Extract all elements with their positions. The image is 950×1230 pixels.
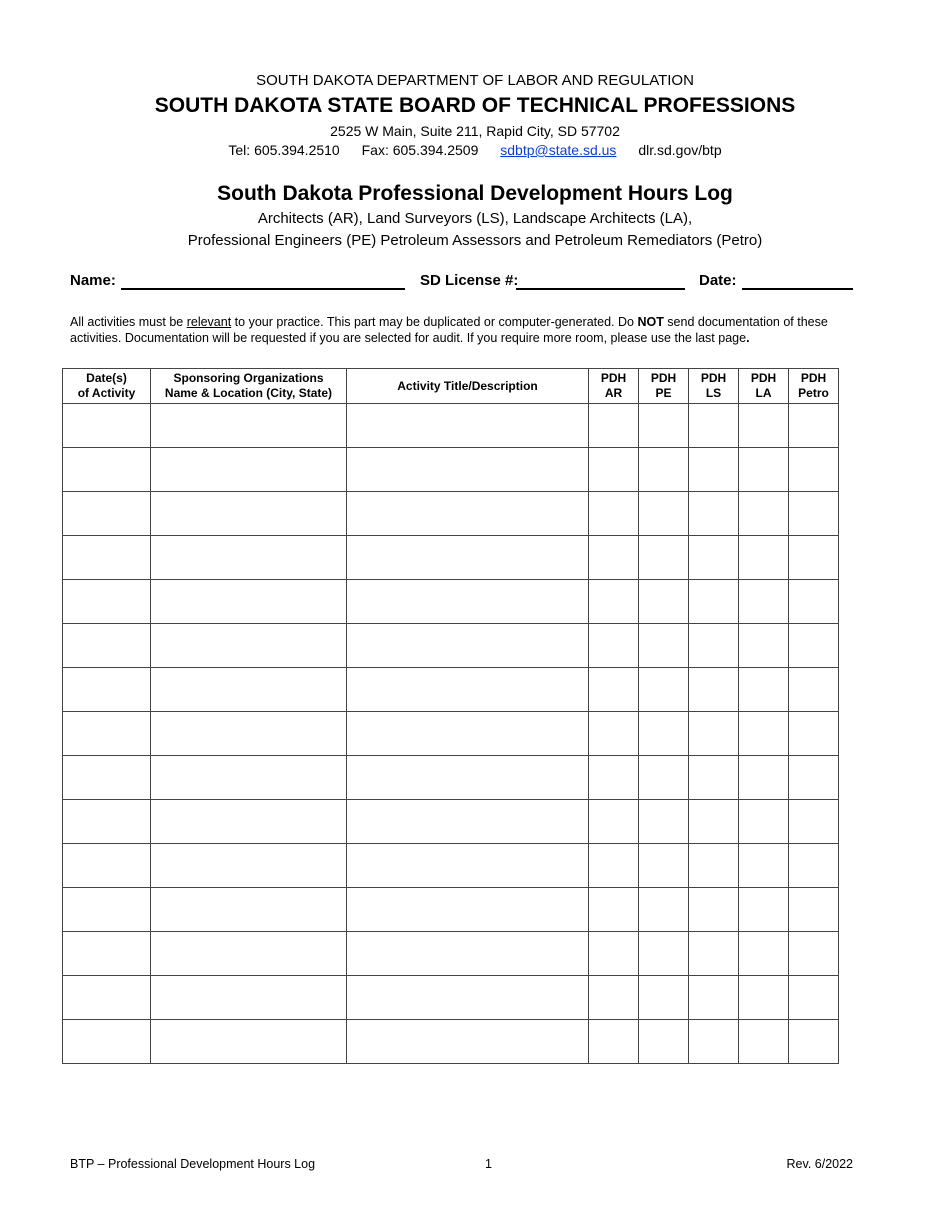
header-dates: Date(s) of Activity [63, 369, 151, 404]
table-row [63, 976, 839, 1020]
activity-cell[interactable] [347, 404, 589, 448]
pdh-ar-cell[interactable] [589, 756, 639, 800]
pdh-pe-cell[interactable] [639, 668, 689, 712]
date-label: Date: [699, 272, 737, 289]
sponsor-cell[interactable] [151, 1020, 347, 1064]
sponsor-cell[interactable] [151, 712, 347, 756]
pdh-petro-cell[interactable] [789, 404, 839, 448]
pdh-ls-cell[interactable] [689, 932, 739, 976]
pdh-la-cell[interactable] [739, 976, 789, 1020]
activity-cell[interactable] [347, 756, 589, 800]
board-address: 2525 W Main, Suite 211, Rapid City, SD 57702 [330, 123, 620, 139]
date-cell[interactable] [63, 404, 151, 448]
date-cell[interactable] [63, 712, 151, 756]
pdh-la-cell[interactable] [739, 932, 789, 976]
activity-cell[interactable] [347, 448, 589, 492]
sponsor-cell[interactable] [151, 932, 347, 976]
pdh-la-cell[interactable] [739, 492, 789, 536]
pdh-pe-cell[interactable] [639, 404, 689, 448]
header-pdh-la: PDH LA [739, 369, 789, 404]
pdh-la-cell[interactable] [739, 712, 789, 756]
pdh-log-table [62, 368, 839, 1064]
email-link[interactable]: sdbtp@state.sd.us [500, 142, 617, 158]
pdh-la-cell[interactable] [739, 536, 789, 580]
footer-form-name: BTP – Professional Development Hours Log [70, 1157, 316, 1171]
pdh-pe-cell[interactable] [639, 580, 689, 624]
header-pdh-ar: PDH AR [589, 369, 639, 404]
activity-cell[interactable] [347, 624, 589, 668]
sponsor-cell[interactable] [151, 580, 347, 624]
sponsor-cell[interactable] [151, 536, 347, 580]
pdh-pe-cell[interactable] [639, 492, 689, 536]
table-row [63, 888, 839, 932]
pdh-ar-cell[interactable] [589, 844, 639, 888]
pdh-pe-cell[interactable] [639, 976, 689, 1020]
pdh-petro-cell[interactable] [789, 448, 839, 492]
telephone: Tel: 605.394.2510 [228, 142, 340, 158]
date-cell[interactable] [63, 888, 151, 932]
board-name: SOUTH DAKOTA STATE BOARD OF TECHNICAL PROFESSIONS [154, 94, 796, 117]
instructions-text: All activities must be relevant to your practice. This part may be duplicated or computer-generated. Do NOT send documentation of these activities. Documentation will be requested if you are selected for audit. If you require more room, please use the last page. [70, 315, 828, 345]
pdh-la-cell[interactable] [739, 844, 789, 888]
sponsor-cell[interactable] [151, 492, 347, 536]
table-row [63, 668, 839, 712]
date-cell[interactable] [63, 1020, 151, 1064]
license-label: SD License #: [420, 272, 519, 289]
date-cell[interactable] [63, 844, 151, 888]
pdh-petro-cell[interactable] [789, 932, 839, 976]
pdh-la-cell[interactable] [739, 756, 789, 800]
header-sponsoring-organizations: Sponsoring Organizations Name & Location (City, State) [151, 369, 347, 404]
pdh-ls-cell[interactable] [689, 756, 739, 800]
department-name: SOUTH DAKOTA DEPARTMENT OF LABOR AND REGULATION [256, 72, 694, 89]
pdh-ar-cell[interactable] [589, 932, 639, 976]
pdh-petro-cell[interactable] [789, 624, 839, 668]
activity-cell[interactable] [347, 888, 589, 932]
pdh-petro-cell[interactable] [789, 580, 839, 624]
table-row [63, 536, 839, 580]
document-title: South Dakota Professional Development Hours Log [217, 182, 733, 205]
table-row [63, 404, 839, 448]
pdh-ar-cell[interactable] [589, 536, 639, 580]
date-cell[interactable] [63, 536, 151, 580]
sponsor-cell[interactable] [151, 624, 347, 668]
table-row [63, 800, 839, 844]
table-row [63, 1020, 839, 1064]
date-cell[interactable] [63, 668, 151, 712]
pdh-petro-cell[interactable] [789, 712, 839, 756]
name-field[interactable] [121, 288, 405, 290]
pdh-petro-cell[interactable] [789, 888, 839, 932]
pdh-petro-cell[interactable] [789, 976, 839, 1020]
pdh-ls-cell[interactable] [689, 844, 739, 888]
date-cell[interactable] [63, 624, 151, 668]
pdh-la-cell[interactable] [739, 888, 789, 932]
activity-cell[interactable] [347, 668, 589, 712]
license-field[interactable] [516, 288, 685, 290]
pdh-pe-cell[interactable] [639, 932, 689, 976]
pdh-pe-cell[interactable] [639, 448, 689, 492]
pdh-la-cell[interactable] [739, 624, 789, 668]
pdh-ar-cell[interactable] [589, 668, 639, 712]
sponsor-cell[interactable] [151, 800, 347, 844]
date-cell[interactable] [63, 932, 151, 976]
pdh-ls-cell[interactable] [689, 404, 739, 448]
pdh-ls-cell[interactable] [689, 536, 739, 580]
not-emphasis: NOT [637, 315, 664, 329]
sponsor-cell[interactable] [151, 448, 347, 492]
fax: Fax: 605.394.2509 [361, 142, 479, 158]
pdh-petro-cell[interactable] [789, 668, 839, 712]
date-cell[interactable] [63, 756, 151, 800]
name-label: Name: [70, 272, 116, 289]
pdh-ar-cell[interactable] [589, 492, 639, 536]
pdh-ls-cell[interactable] [689, 712, 739, 756]
pdh-petro-cell[interactable] [789, 492, 839, 536]
pdh-ar-cell[interactable] [589, 976, 639, 1020]
table-row [63, 580, 839, 624]
table-row [63, 712, 839, 756]
activity-cell[interactable] [347, 536, 589, 580]
pdh-la-cell[interactable] [739, 404, 789, 448]
pdh-ls-cell[interactable] [689, 448, 739, 492]
document-subtitle-line1: Architects (AR), Land Surveyors (LS), Landscape Architects (LA), [257, 210, 693, 227]
pdh-ls-cell[interactable] [689, 580, 739, 624]
header-pdh-petro: PDH Petro [789, 369, 839, 404]
activity-cell[interactable] [347, 580, 589, 624]
website: dlr.sd.gov/btp [638, 142, 722, 158]
header-pdh-pe: PDH PE [639, 369, 689, 404]
table-row [63, 624, 839, 668]
pdh-pe-cell[interactable] [639, 1020, 689, 1064]
activity-cell[interactable] [347, 844, 589, 888]
pdh-petro-cell[interactable] [789, 844, 839, 888]
pdh-la-cell[interactable] [739, 1020, 789, 1064]
sponsor-cell[interactable] [151, 888, 347, 932]
date-cell[interactable] [63, 976, 151, 1020]
sponsor-cell[interactable] [151, 756, 347, 800]
pdh-petro-cell[interactable] [789, 1020, 839, 1064]
table-row [63, 448, 839, 492]
date-field[interactable] [742, 288, 853, 290]
pdh-ar-cell[interactable] [589, 800, 639, 844]
pdh-la-cell[interactable] [739, 580, 789, 624]
pdh-ar-cell[interactable] [589, 888, 639, 932]
table-row [63, 932, 839, 976]
pdh-ls-cell[interactable] [689, 668, 739, 712]
pdh-ar-cell[interactable] [589, 712, 639, 756]
header-activity-title: Activity Title/Description [347, 369, 589, 404]
pdh-pe-cell[interactable] [639, 624, 689, 668]
header-pdh-ls: PDH LS [689, 369, 739, 404]
pdh-pe-cell[interactable] [639, 536, 689, 580]
pdh-la-cell[interactable] [739, 668, 789, 712]
activity-cell[interactable] [347, 492, 589, 536]
pdh-ar-cell[interactable] [589, 1020, 639, 1064]
activity-cell[interactable] [347, 800, 589, 844]
pdh-ls-cell[interactable] [689, 888, 739, 932]
relevant-emphasis: relevant [186, 315, 232, 329]
pdh-ar-cell[interactable] [589, 404, 639, 448]
date-cell[interactable] [63, 492, 151, 536]
pdh-pe-cell[interactable] [639, 844, 689, 888]
pdh-ls-cell[interactable] [689, 492, 739, 536]
pdh-la-cell[interactable] [739, 448, 789, 492]
table-header-row [63, 369, 839, 404]
pdh-petro-cell[interactable] [789, 800, 839, 844]
footer-page-number: 1 [485, 1157, 492, 1171]
table-row [63, 492, 839, 536]
document-subtitle-line2: Professional Engineers (PE) Petroleum Assessors and Petroleum Remediators (Petro) [187, 232, 763, 249]
sponsor-cell[interactable] [151, 844, 347, 888]
pdh-ls-cell[interactable] [689, 800, 739, 844]
activity-cell[interactable] [347, 712, 589, 756]
pdh-petro-cell[interactable] [789, 536, 839, 580]
pdh-pe-cell[interactable] [639, 756, 689, 800]
date-cell[interactable] [63, 448, 151, 492]
activity-cell[interactable] [347, 1020, 589, 1064]
footer-revision: Rev. 6/2022 [786, 1157, 853, 1171]
pdh-ar-cell[interactable] [589, 448, 639, 492]
date-cell[interactable] [63, 580, 151, 624]
date-cell[interactable] [63, 800, 151, 844]
activity-cell[interactable] [347, 932, 589, 976]
pdh-ar-cell[interactable] [589, 624, 639, 668]
pdh-pe-cell[interactable] [639, 800, 689, 844]
pdh-ls-cell[interactable] [689, 624, 739, 668]
activity-cell[interactable] [347, 976, 589, 1020]
pdh-ls-cell[interactable] [689, 1020, 739, 1064]
contact-line [0, 142, 950, 158]
pdh-pe-cell[interactable] [639, 888, 689, 932]
sponsor-cell[interactable] [151, 668, 347, 712]
sponsor-cell[interactable] [151, 976, 347, 1020]
table-row [63, 756, 839, 800]
table-row [63, 844, 839, 888]
pdh-la-cell[interactable] [739, 800, 789, 844]
pdh-petro-cell[interactable] [789, 756, 839, 800]
pdh-ls-cell[interactable] [689, 976, 739, 1020]
sponsor-cell[interactable] [151, 404, 347, 448]
pdh-ar-cell[interactable] [589, 580, 639, 624]
pdh-pe-cell[interactable] [639, 712, 689, 756]
